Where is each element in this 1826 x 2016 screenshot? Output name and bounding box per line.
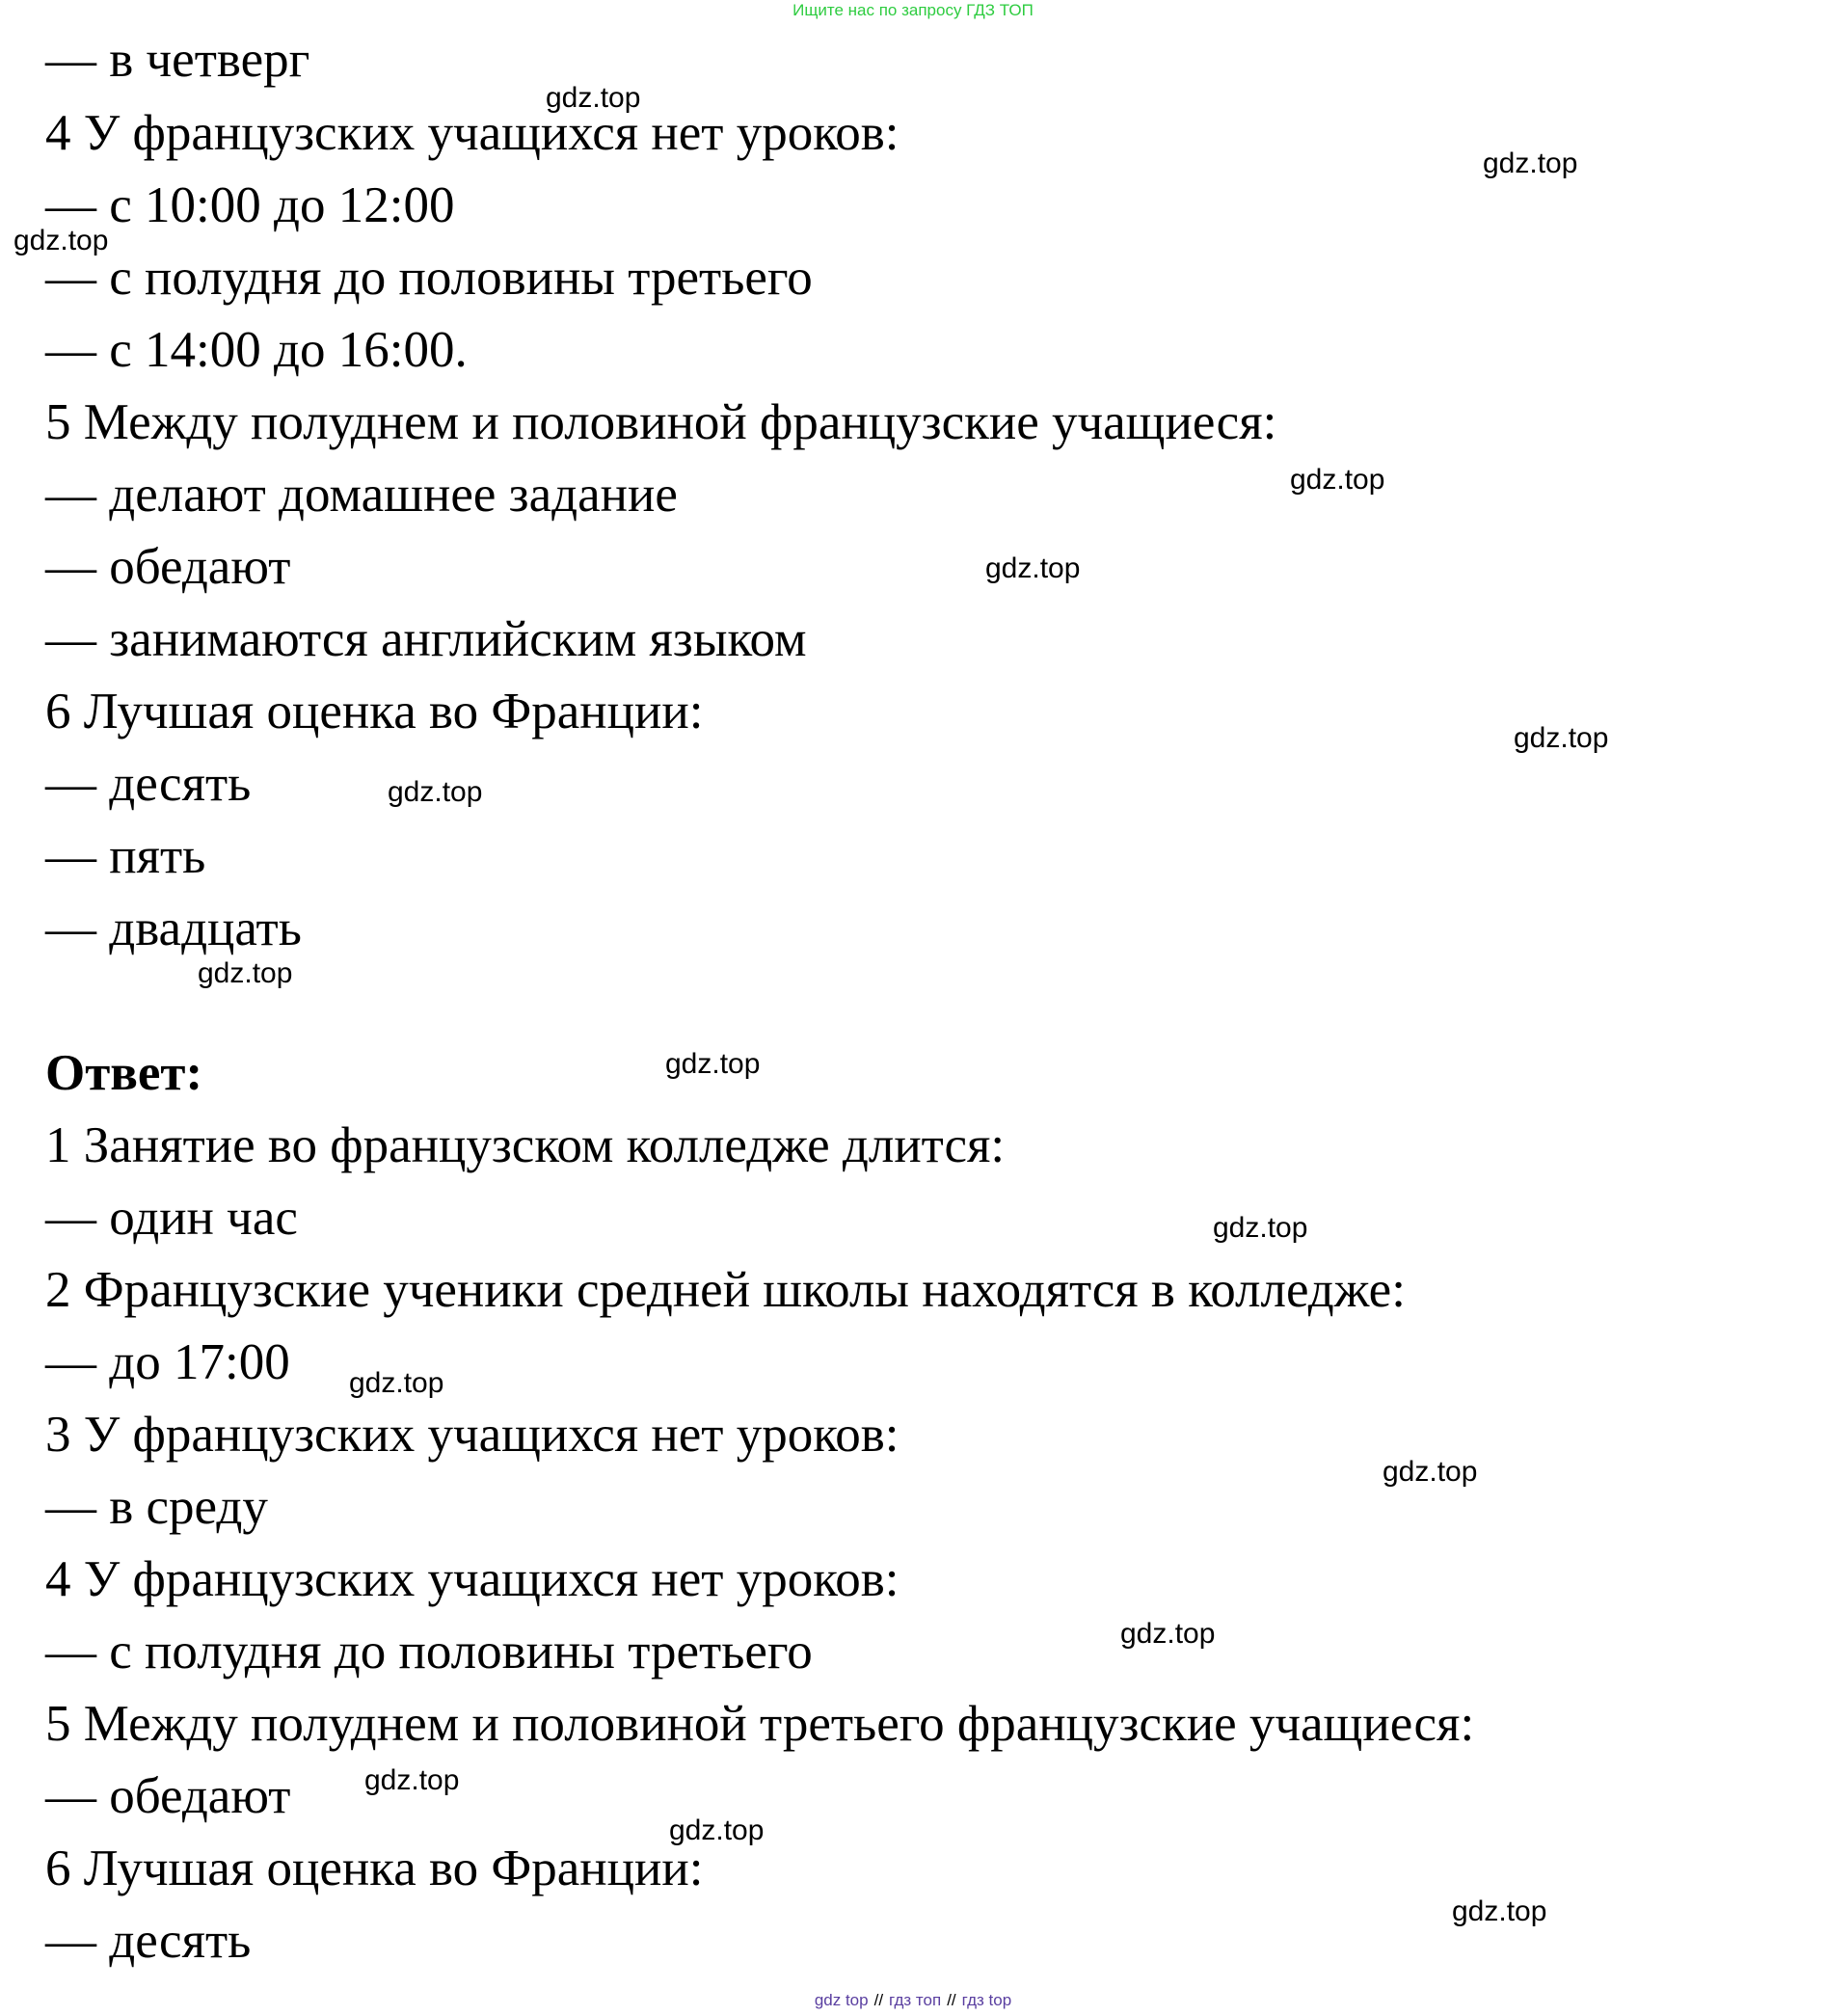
text-line: 4 У французских учащихся нет уроков: [45, 105, 900, 161]
answer-line: 4 У французских учащихся нет уроков: [45, 1551, 900, 1607]
watermark: gdz.top [364, 1764, 460, 1796]
watermark: gdz.top [669, 1814, 765, 1846]
watermark: gdz.top [546, 82, 641, 114]
text-line: — двадцать [45, 900, 302, 956]
answer-line: 6 Лучшая оценка во Франции: [45, 1841, 704, 1896]
text-line: — занимаются английским языком [45, 611, 807, 667]
answer-line: 5 Между полуднем и половиной третьего французские учащиеся: [45, 1696, 1475, 1752]
footer-link[interactable]: гдз топ [889, 1991, 942, 2009]
answer-line: 3 У французских учащихся нет уроков: [45, 1407, 900, 1463]
text-line: — делают домашнее задание [45, 467, 678, 523]
search-hint: Ищите нас по запросу ГДЗ ТОП [792, 1, 1034, 19]
footer-links [0, 1990, 1826, 2011]
text-line: — в четверг [45, 32, 310, 88]
text-line: — обедают [45, 539, 291, 595]
watermark: gdz.top [1483, 148, 1578, 179]
watermark: gdz.top [198, 957, 293, 989]
watermark: gdz.top [1290, 464, 1385, 496]
answer-line: — один час [45, 1190, 298, 1246]
watermark: gdz.top [349, 1367, 444, 1399]
text-line: — с полудня до половины третьего [45, 250, 813, 306]
answer-line: 2 Французские ученики средней школы находятся в колледже: [45, 1262, 1406, 1318]
footer-separator: // [947, 1991, 956, 2009]
answer-line: 1 Занятие во французском колледже длится: [45, 1117, 1006, 1173]
footer-link[interactable]: gdz top [814, 1991, 869, 2009]
answer-line: — с полудня до половины третьего [45, 1624, 813, 1680]
watermark: gdz.top [13, 225, 109, 256]
text-line: — пять [45, 828, 206, 884]
text-line: — с 10:00 до 12:00 [45, 177, 455, 233]
text-line: — десять [45, 756, 252, 812]
text-line: 6 Лучшая оценка во Франции: [45, 684, 704, 739]
footer-separator: // [873, 1991, 884, 2009]
answer-line: — в среду [45, 1479, 268, 1535]
watermark: gdz.top [1213, 1212, 1308, 1244]
watermark: gdz.top [985, 552, 1081, 584]
answer-heading: Ответ: [45, 1045, 203, 1101]
footer-link[interactable]: гдз top [961, 1991, 1012, 2009]
watermark: gdz.top [665, 1048, 761, 1080]
watermark: gdz.top [388, 776, 483, 808]
text-line: 5 Между полуднем и половиной французские учащиеся: [45, 394, 1277, 450]
text-line: — с 14:00 до 16:00. [45, 322, 468, 378]
watermark: gdz.top [1452, 1895, 1547, 1927]
watermark: gdz.top [1120, 1618, 1216, 1650]
watermark: gdz.top [1383, 1456, 1478, 1488]
answer-line: — до 17:00 [45, 1334, 290, 1390]
watermark: gdz.top [1514, 722, 1609, 754]
answer-line: — десять [45, 1913, 252, 1969]
answer-line: — обедают [45, 1768, 291, 1824]
